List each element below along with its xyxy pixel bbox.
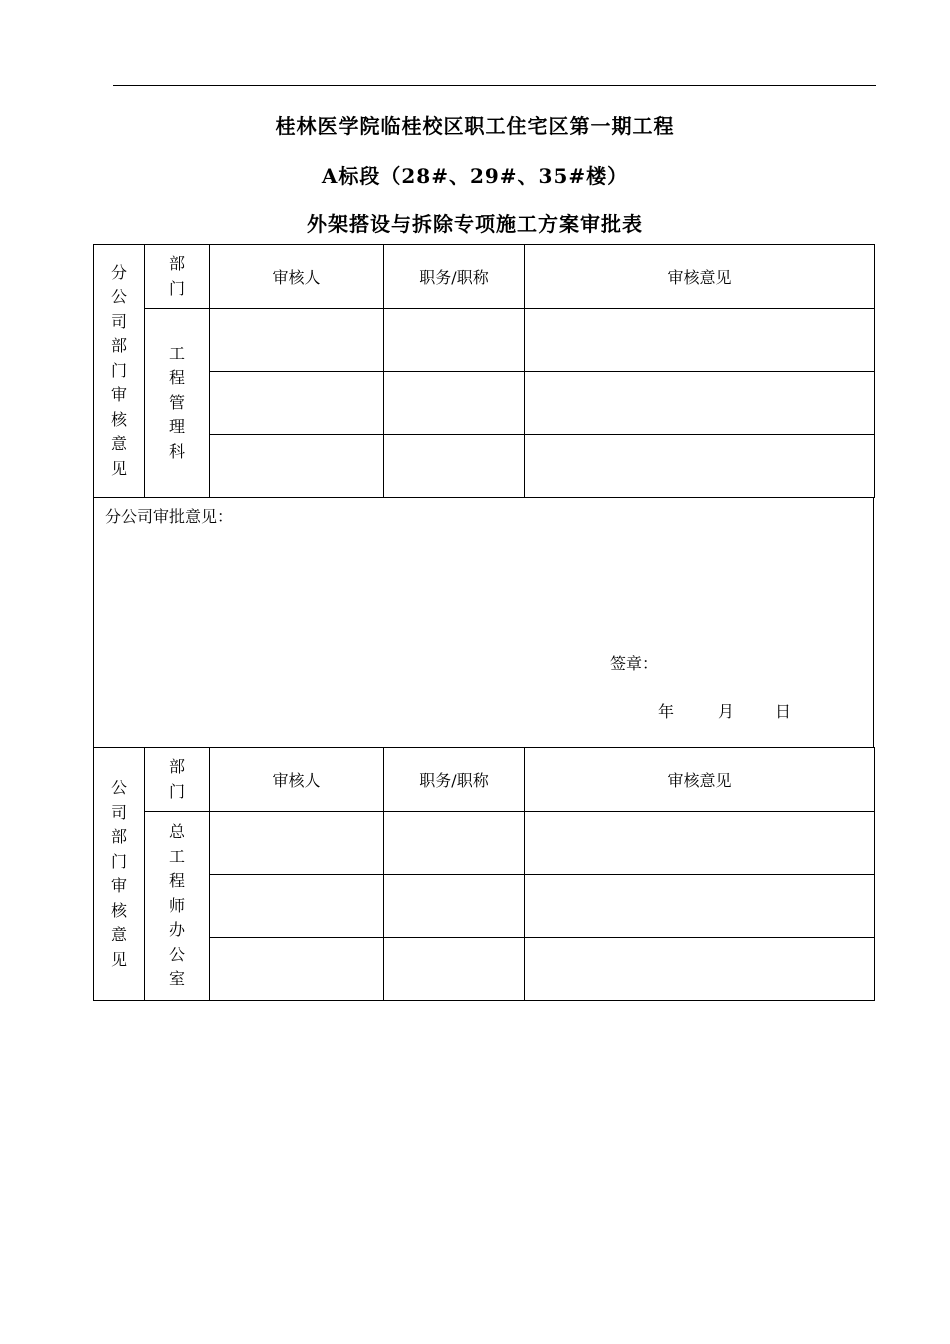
- reviewer-cell[interactable]: [210, 372, 384, 435]
- branch-side-label-cell: [94, 245, 145, 498]
- position-cell[interactable]: [384, 812, 525, 875]
- reviewer-cell[interactable]: [210, 812, 384, 875]
- opinion-cell[interactable]: [525, 938, 875, 1001]
- branch-approval-box[interactable]: [93, 497, 874, 747]
- opinion-cell[interactable]: [525, 812, 875, 875]
- branch-approval-label: 分公司审批意见：: [105, 507, 234, 526]
- company-side-label: 公司部门审核意见: [110, 778, 127, 969]
- opinion-cell[interactable]: [525, 372, 875, 435]
- day-label: 日: [775, 702, 792, 721]
- project-title: 桂林医学院临桂校区职工住宅区第一期工程: [275, 114, 675, 138]
- dept-name-cell: [145, 309, 210, 498]
- position-cell[interactable]: [384, 309, 525, 372]
- position-header: 职务/职称: [384, 245, 525, 309]
- position-cell[interactable]: [384, 938, 525, 1001]
- position-header: 职务/职称: [384, 748, 525, 812]
- form-title: 外架搭设与拆除专项施工方案审批表: [307, 212, 643, 236]
- opinion-cell[interactable]: [525, 309, 875, 372]
- reviewer-cell[interactable]: [210, 938, 384, 1001]
- opinion-cell[interactable]: [525, 435, 875, 498]
- header-rule: [113, 85, 876, 86]
- opinion-header: 审核意见: [525, 748, 875, 812]
- position-cell[interactable]: [384, 875, 525, 938]
- dept-header-cell: [145, 748, 210, 812]
- opinion-header: 审核意见: [525, 245, 875, 309]
- company-side-label-cell: [94, 748, 145, 1001]
- reviewer-cell[interactable]: [210, 435, 384, 498]
- reviewer-header: 审核人: [210, 245, 384, 309]
- section-title: A标段（28#、29#、35#楼）: [321, 164, 629, 188]
- branch-dept-review-table: [93, 244, 875, 498]
- company-dept-review-table: [93, 747, 875, 1001]
- position-cell[interactable]: [384, 372, 525, 435]
- year-label: 年: [658, 702, 675, 721]
- position-cell[interactable]: [384, 435, 525, 498]
- dept-header: 部门: [168, 254, 185, 298]
- dept-header-cell: [145, 245, 210, 309]
- dept-name: 总工程师办公室: [168, 822, 185, 989]
- reviewer-cell[interactable]: [210, 309, 384, 372]
- dept-name: 工程管理科: [168, 343, 185, 461]
- date-line: [658, 699, 791, 722]
- branch-side-label: 分公司部门审核意见: [110, 262, 127, 478]
- opinion-cell[interactable]: [525, 875, 875, 938]
- dept-header: 部门: [168, 757, 185, 801]
- reviewer-header: 审核人: [210, 748, 384, 812]
- month-label: 月: [718, 702, 735, 721]
- dept-name-cell: [145, 812, 210, 1001]
- reviewer-cell[interactable]: [210, 875, 384, 938]
- seal-label: 签章：: [610, 654, 659, 673]
